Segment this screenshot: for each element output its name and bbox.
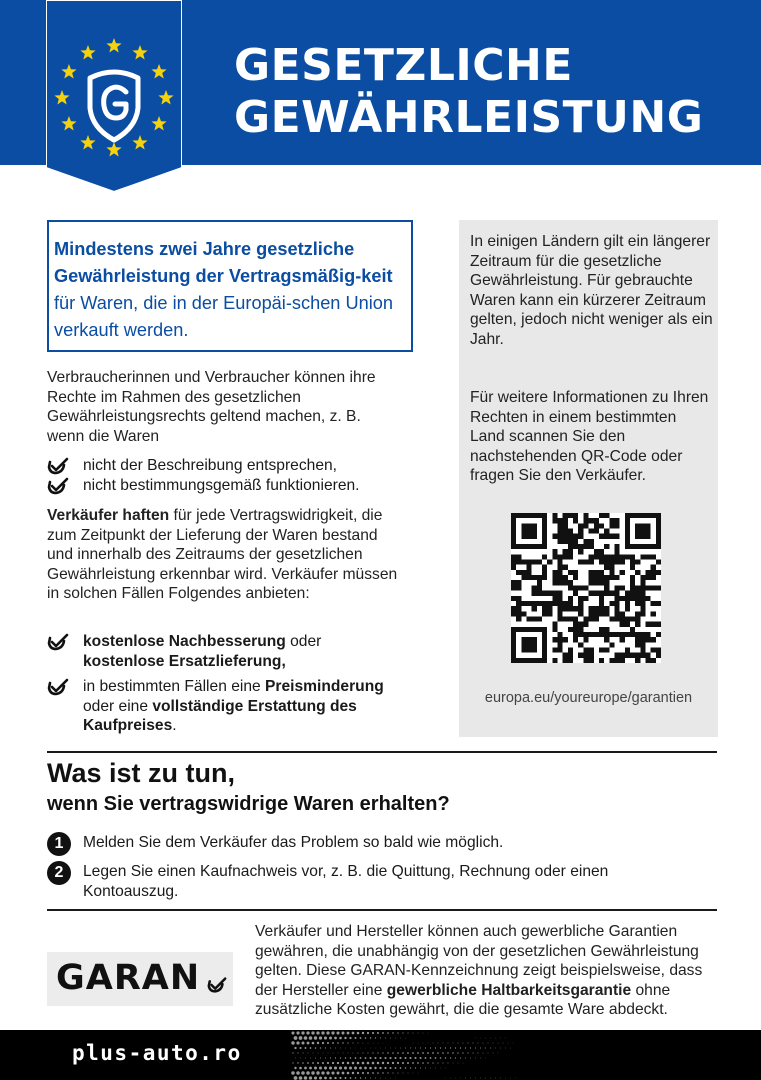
checkmark-icon [47,633,69,651]
list-item [47,456,407,476]
garan-guarantee-bold: gewerbliche Haltbarkeitsgarantie [386,981,632,999]
step-item [47,833,697,853]
remedy-text: in bestimmten Fällen eine [83,678,266,696]
list-item [47,632,417,671]
intro-text: Verbraucherinnen und Verbraucher können ihre Rechte im Rahmen des gesetzlichen Gewährleistungsrechts geltend machen, z. B. wenn die Waren [47,369,376,445]
step-number-icon: 2 [47,861,71,885]
sidebar-para-1: In einigen Ländern gilt ein längerer Zeitraum für die gesetzliche Gewährleistung. Für gebrauchte Waren kann ein kürzerer Zeitraum gelten, jedoch nicht weniger als ein Jahr. [470,233,713,348]
condition-text: nicht der Beschreibung entsprechen, [83,457,337,474]
liability-text [47,506,399,604]
section-divider [47,751,717,753]
eu-stars-shield-g-icon [46,0,182,192]
halftone-pattern-icon [290,1030,550,1080]
section-heading: Was ist zu tun, [47,758,235,788]
qr-code-icon[interactable] [511,513,661,663]
remedy-repair: kostenlose Nachbesserung [83,633,286,650]
info-sidebar [459,220,718,737]
step-text: Legen Sie einen Kaufnachweis vor, z. B. die Quittung, Rechnung oder einen Kontoauszug. [83,863,609,900]
garan-text-part: ohne zusätzliche Kosten gewährt, die die gesamte Ware abdeckt. [255,981,671,1019]
remedy-text: oder [285,633,322,650]
sidebar-url[interactable]: europa.eu/youreurope/garantien [484,690,693,706]
key-message-rest: für Waren, die in der Europäi-schen Union verkauft werden. [54,293,393,340]
liability-bold: Verkäufer haften [47,507,170,524]
remedy-replacement: kostenlose Ersatzlieferung, [83,652,286,670]
title-line-1: GESETZLICHE [234,40,573,91]
remedy-refund: vollständige Erstattung des Kaufpreises [83,697,357,735]
remedy-price-reduction: Preisminderung [265,678,384,696]
sidebar-para-2: Für weitere Informationen zu Ihren Rechten in einem bestimmten Land scannen Sie den nachstehenden QR-Code oder fragen Sie den Verkäufer. [470,389,709,485]
garan-text-part: Verkäufer und Hersteller können auch gewerbliche Garantien gewähren, die unabhängig von der gesetzlichen Gewährleistung gelten. Diese GARAN-Kennzeichnung zeigt beispielsweise, dass der Hersteller eine [255,923,703,999]
title-line-2: GEWÄHRLEISTUNG [234,92,704,143]
checkmark-icon [47,477,69,495]
step-text: Melden Sie dem Verkäufer das Problem so bald wie möglich. [83,834,504,851]
checkmark-icon [47,678,69,696]
step-item [47,862,697,901]
footer-brand: plus-auto.ro [72,1041,242,1065]
garan-logo [47,952,233,1006]
liability-rest: für jede Vertragswidrigkeit, die zum Zeitpunkt der Lieferung der Waren bestand und innerhalb des Zeitraums der gesetzlichen Gewährleistung erkennbar wird. Verkäufer müssen in solchen Fällen Folgendes anbieten: [47,507,398,603]
checkmark-icon [207,976,227,994]
condition-text: nicht bestimmungsgemäß funktionieren. [83,476,360,494]
key-message-bold: Mindestens zwei Jahre gesetzliche Gewährleistung der Vertragsmäßig-keit [54,239,393,286]
checkmark-icon [47,457,69,475]
list-item [47,476,407,496]
key-message-box [47,220,413,352]
remedies-list [47,632,417,736]
watermark-footer [0,1030,761,1080]
garan-label: GARAN [56,958,201,998]
section-subheading: wenn Sie vertragswidrige Waren erhalten? [47,793,450,815]
page-title [234,40,703,144]
remedy-text: oder eine [83,697,153,715]
conditions-list [47,456,407,495]
garan-text [255,922,717,1020]
remedy-text: . [172,717,177,735]
step-number-icon: 1 [47,832,71,856]
list-item [47,677,417,736]
header-banner [0,0,761,165]
section-divider [47,909,717,911]
